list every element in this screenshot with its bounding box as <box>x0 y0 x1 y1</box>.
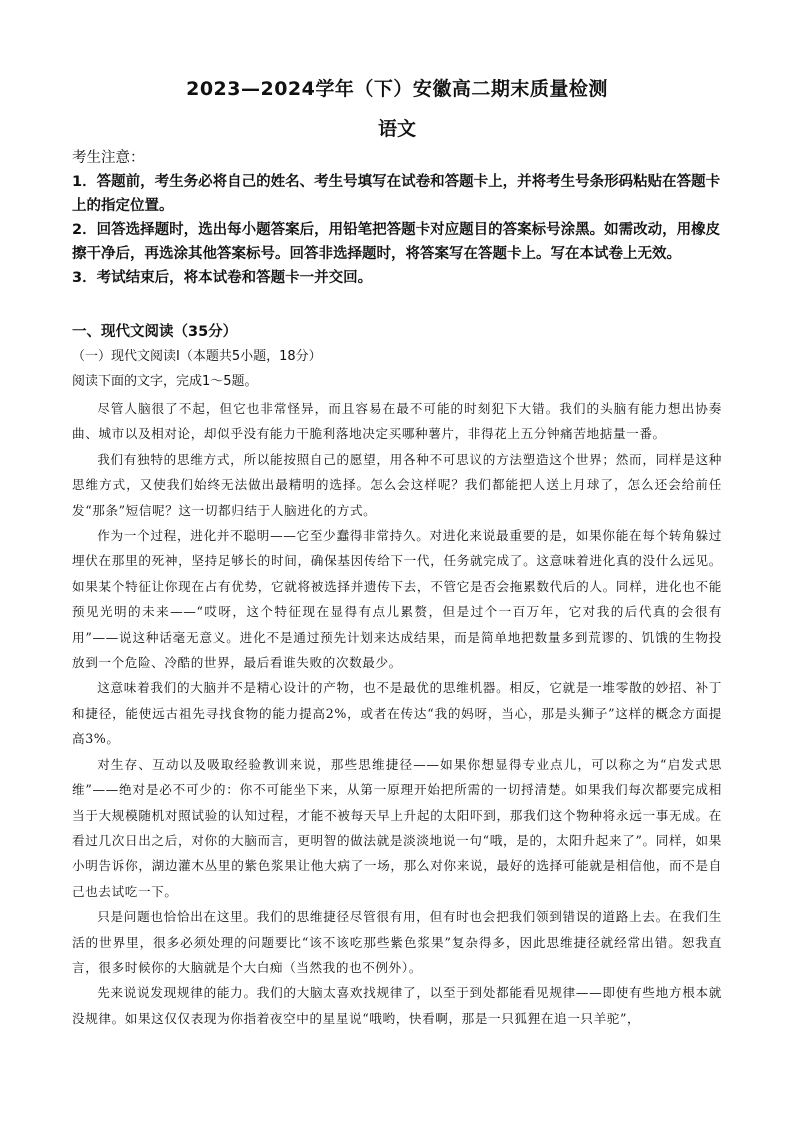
notice-item: 1．答题前，考生务必将自己的姓名、考生号填写在试卷和答题卡上，并将考生号条形码粘贴在答题卡上的指定位置。 <box>72 174 721 214</box>
passage-paragraph: 这意味着我们的大脑并不是精心设计的产物，也不是最优的思维机器。相反，它就是一堆零散的妙招、补丁和捷径，能使远古祖先寻找食物的能力提高2%，或者在传达“我的妈呀，当心，那是头狮子”这样的概念方面提高3%。 <box>72 680 722 747</box>
subject-title: 语文 <box>377 118 416 140</box>
passage-paragraph: 尽管人脑很了不起，但它也非常怪异，而且容易在最不可能的时刻犯下大错。我们的头脑有能力想出协奏曲、城市以及相对论，却似乎没有能力干脆利落地决定买哪种薯片，非得花上五分钟痛苦地掂量一番。 <box>72 401 722 442</box>
passage-paragraph: 我们有独特的思维方式，所以能按照自己的愿望，用各种不可思议的方法塑造这个世界；然而，同样是这种思维方式，又使我们始终无法做出最精明的选择。怎么会这样呢？我们都能把人送上月球了，怎么还会给前任发“那条”短信呢？这一切都归结于人脑进化的方式。 <box>72 451 722 518</box>
passage-paragraph: 只是问题也恰恰出在这里。我们的思维捷径尽管很有用，但有时也会把我们领到错误的道路上去。在我们生活的世界里，很多必须处理的问题要比“该不该吃那些紫色浆果”复杂得多，因此思维捷径就经常出错。恕我直言，很多时候你的大脑就是个大白痴（当然我的也不例外）。 <box>72 909 722 975</box>
subsection-heading: （一）现代文阅读Ⅰ（本题共5小题，18分） <box>72 349 322 364</box>
passage-paragraph: 对生存、互动以及吸取经验教训来说，那些思维捷径——如果你想显得专业点儿，可以称之为“启发式思维”——绝对是必不可少的：你不可能坐下来，从第一原理开始把所需的一切捋清楚。如果我们每次都要完成相当于大规模随机对照试验的认知过程，才能不被每天早上升起的太阳吓到，那我们这个物种将永远一事无成。在看过几次日出之后，对你的大脑而言，更明智的做法就是淡淡地说一句“哦，是的，太阳升起来了”。同样，如果小明告诉你，湖边灌木丛里的紫色浆果让他大病了一场，那么对你来说，最好的选择可能就是相信他，而不是自己也去试吃一下。 <box>72 756 722 899</box>
passage-paragraph: 先来说说发现规律的能力。我们的大脑太喜欢找规律了，以至于到处都能看见规律——即使有些地方根本就没规律。如果这仅仅表现为你指着夜空中的星星说“哦哟，快看啊，那是一只狐狸在追一只羊驼”， <box>72 985 722 1026</box>
notice-list <box>72 170 724 290</box>
exam-title: 2023—2024学年（下）安徽高二期末质量检测 <box>186 78 608 100</box>
notice-heading: 考生注意： <box>72 150 145 166</box>
reading-passage <box>72 396 722 1031</box>
section-heading: 一、现代文阅读（35分） <box>72 324 238 340</box>
reading-instruction: 阅读下面的文字，完成1～5题。 <box>72 374 258 389</box>
notice-item: 2．回答选择题时，选出每小题答案后，用铅笔把答题卡对应题目的答案标号涂黑。如需改动，用橡皮擦干净后，再选涂其他答案标号。回答非选择题时，将答案写在答题卡上。写在本试卷上无效。 <box>72 222 721 262</box>
notice-item: 3．考试结束后，将本试卷和答题卡一并交回。 <box>72 270 373 286</box>
passage-paragraph: 作为一个过程，进化并不聪明——它至少蠢得非常持久。对进化来说最重要的是，如果你能在每个转角躲过埋伏在那里的死神，坚持足够长的时间，确保基因传给下一代，任务就完成了。这意味着进化真的没什么远见。如果某个特征让你现在占有优势，它就将被选择并遗传下去，不管它是否会拖累数代后的人。同样，进化也不能预见光明的未来——“哎呀，这个特征现在显得有点儿累赘，但是过个一百万年，它对我的后代真的会很有用”——说这种话毫无意义。进化不是通过预先计划来达成结果，而是简单地把数量多到荒谬的、饥饿的生物投放到一个危险、冷酷的世界，最后看谁失败的次数最少。 <box>72 528 722 671</box>
